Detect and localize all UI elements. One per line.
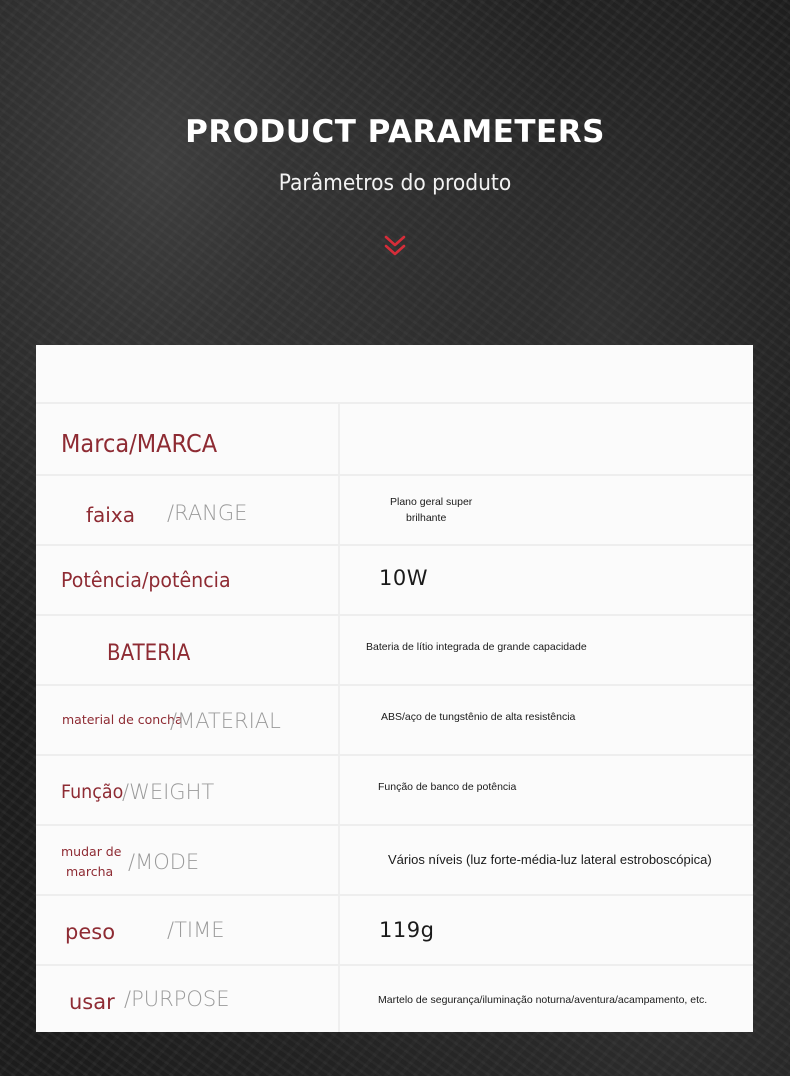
range-en-label: /RANGE xyxy=(167,501,248,525)
range-label: faixa xyxy=(86,503,135,527)
material-label: material de concha xyxy=(62,712,183,727)
table-row-function xyxy=(36,754,753,826)
parameters-table xyxy=(36,345,753,1032)
brand-label: Marca/MARCA xyxy=(61,429,218,458)
usage-en-label: /PURPOSE xyxy=(124,987,230,1011)
battery-label: BATERIA xyxy=(107,641,191,666)
mode-en-label: /MODE xyxy=(128,850,200,874)
table-row-brand xyxy=(36,402,753,476)
header xyxy=(0,0,790,345)
function-value: Função de banco de potência xyxy=(378,781,517,793)
weight-value: 119g xyxy=(379,918,435,942)
table-row-usage xyxy=(36,964,753,1032)
table-row-material xyxy=(36,684,753,756)
battery-value: Bateria de lítio integrada de grande capacidade xyxy=(366,641,587,653)
table-row-mode xyxy=(36,824,753,896)
mode-value: Vários níveis (luz forte-média-luz lateral estroboscópica) xyxy=(388,852,712,867)
mode-label-line2: marcha xyxy=(66,864,114,879)
weight-en-label: /TIME xyxy=(167,918,225,942)
mode-label-line1: mudar de xyxy=(61,844,122,859)
weight-label: peso xyxy=(65,920,116,944)
table-row-range xyxy=(36,474,753,546)
double-chevron-down-icon xyxy=(383,234,407,260)
range-value-line1: Plano geral super xyxy=(390,496,473,508)
power-value: 10W xyxy=(379,566,428,590)
table-row-battery xyxy=(36,614,753,686)
function-label: Função xyxy=(61,781,124,803)
material-en-label: /MATERIAL xyxy=(170,709,281,733)
table-row-power xyxy=(36,544,753,616)
range-value-line2: brilhante xyxy=(406,512,447,524)
page-subtitle: Parâmetros do produto xyxy=(278,171,512,196)
usage-label: usar xyxy=(69,990,115,1014)
power-label: Potência/potência xyxy=(61,568,231,592)
usage-value: Martelo de segurança/iluminação noturna/aventura/acampamento, etc. xyxy=(378,994,708,1006)
function-en-label: /WEIGHT xyxy=(122,780,215,804)
table-row-weight xyxy=(36,894,753,966)
page-title: PRODUCT PARAMETERS xyxy=(185,114,605,150)
material-value: ABS/aço de tungstênio de alta resistência xyxy=(381,711,576,723)
